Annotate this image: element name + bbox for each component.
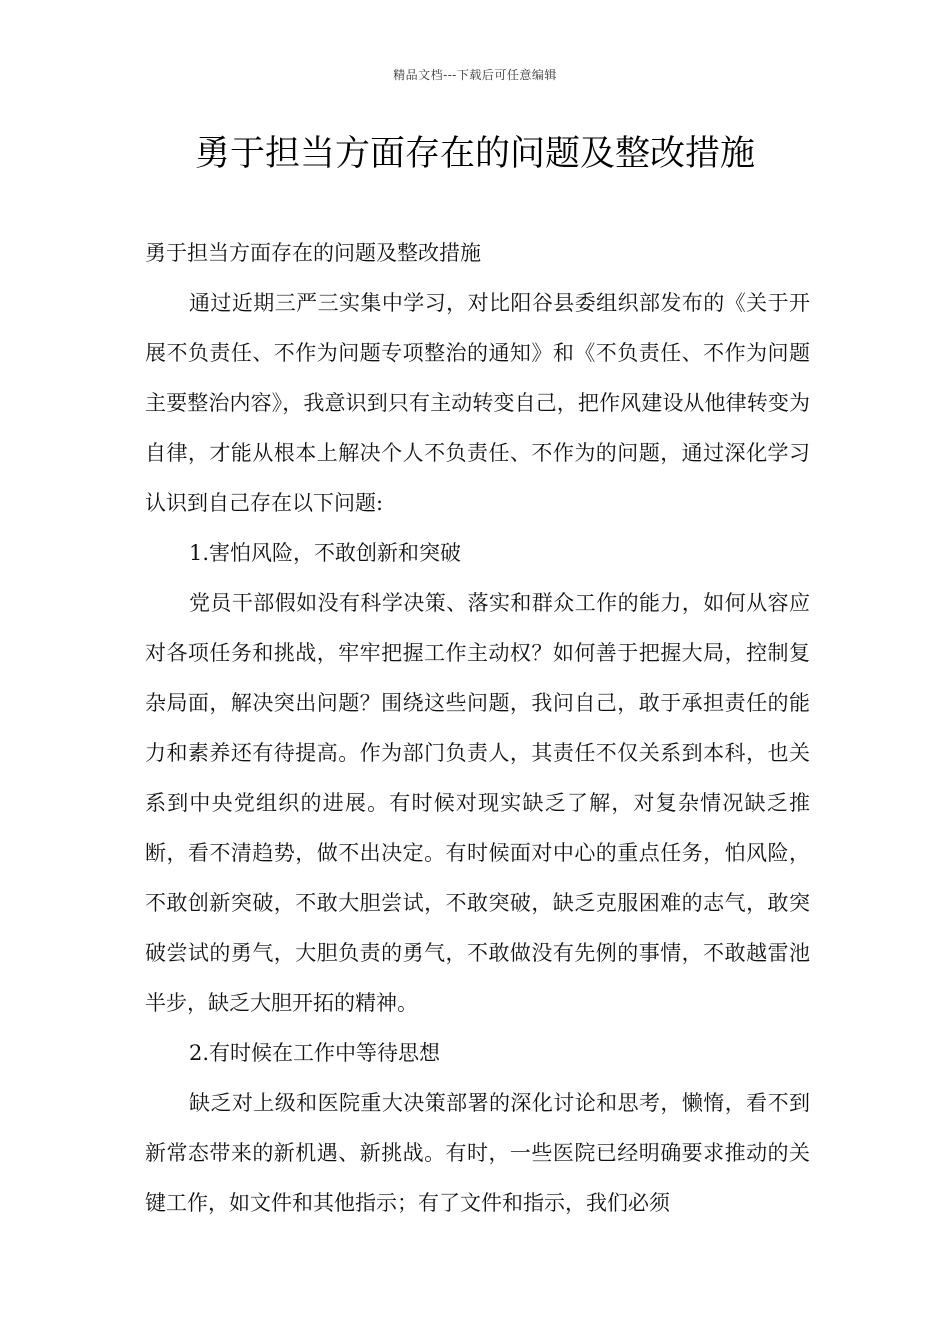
section-heading-2: 2.有时候在工作中等待思想 bbox=[189, 1041, 441, 1065]
paragraph-intro: 通过近期三严三实集中学习，对比阳谷县委组织部发布的《关于开展不负责任、不作为问题专项整治的通知》和《不负责任、不作为问题主要整治内容》，我意识到只有主动转变自己，把作风建设从他律转变为自律，才能从根本上解决个人不负责任、不作为的问题，通过深化学习认识到自己存在以下问题: bbox=[145, 291, 810, 515]
paragraph-section-2: 缺乏对上级和医院重大决策部署的深化讨论和思考，懒惰，看不到新常态带来的新机遇、新挑战。有时，一些医院已经明确要求推动的关键工作，如文件和其他指示；有了文件和指示，我们必须 bbox=[145, 1091, 810, 1215]
section-heading-1: 1.害怕风险，不敢创新和突破 bbox=[189, 541, 462, 565]
paragraph-section-1: 党员干部假如没有科学决策、落实和群众工作的能力，如何从容应对各项任务和挑战，牢牢把握工作主动权？如何善于把握大局，控制复杂局面，解决突出问题？围绕这些问题，我问自己，敢于承担责任的能力和素养还有待提高。作为部门负责人，其责任不仅关系到本科，也关系到中央党组织的进展。有时候对现实缺乏了解，对复杂情况缺乏推断，看不清趋势，做不出决定。有时候面对中心的重点任务，怕风险，不敢创新突破，不敢大胆尝试，不敢突破，缺乏克服困难的志气，敢突破尝试的勇气，大胆负责的勇气，不敢做没有先例的事情，不敢越雷池半步，缺乏大胆开拓的精神。 bbox=[145, 591, 810, 1015]
header-note: 精品文档---下载后可任意编辑 bbox=[393, 68, 557, 82]
document-body bbox=[145, 228, 810, 1228]
document-title: 勇于担当方面存在的问题及整改措施 bbox=[194, 134, 755, 174]
body-subtitle: 勇于担当方面存在的问题及整改措施 bbox=[145, 241, 481, 265]
